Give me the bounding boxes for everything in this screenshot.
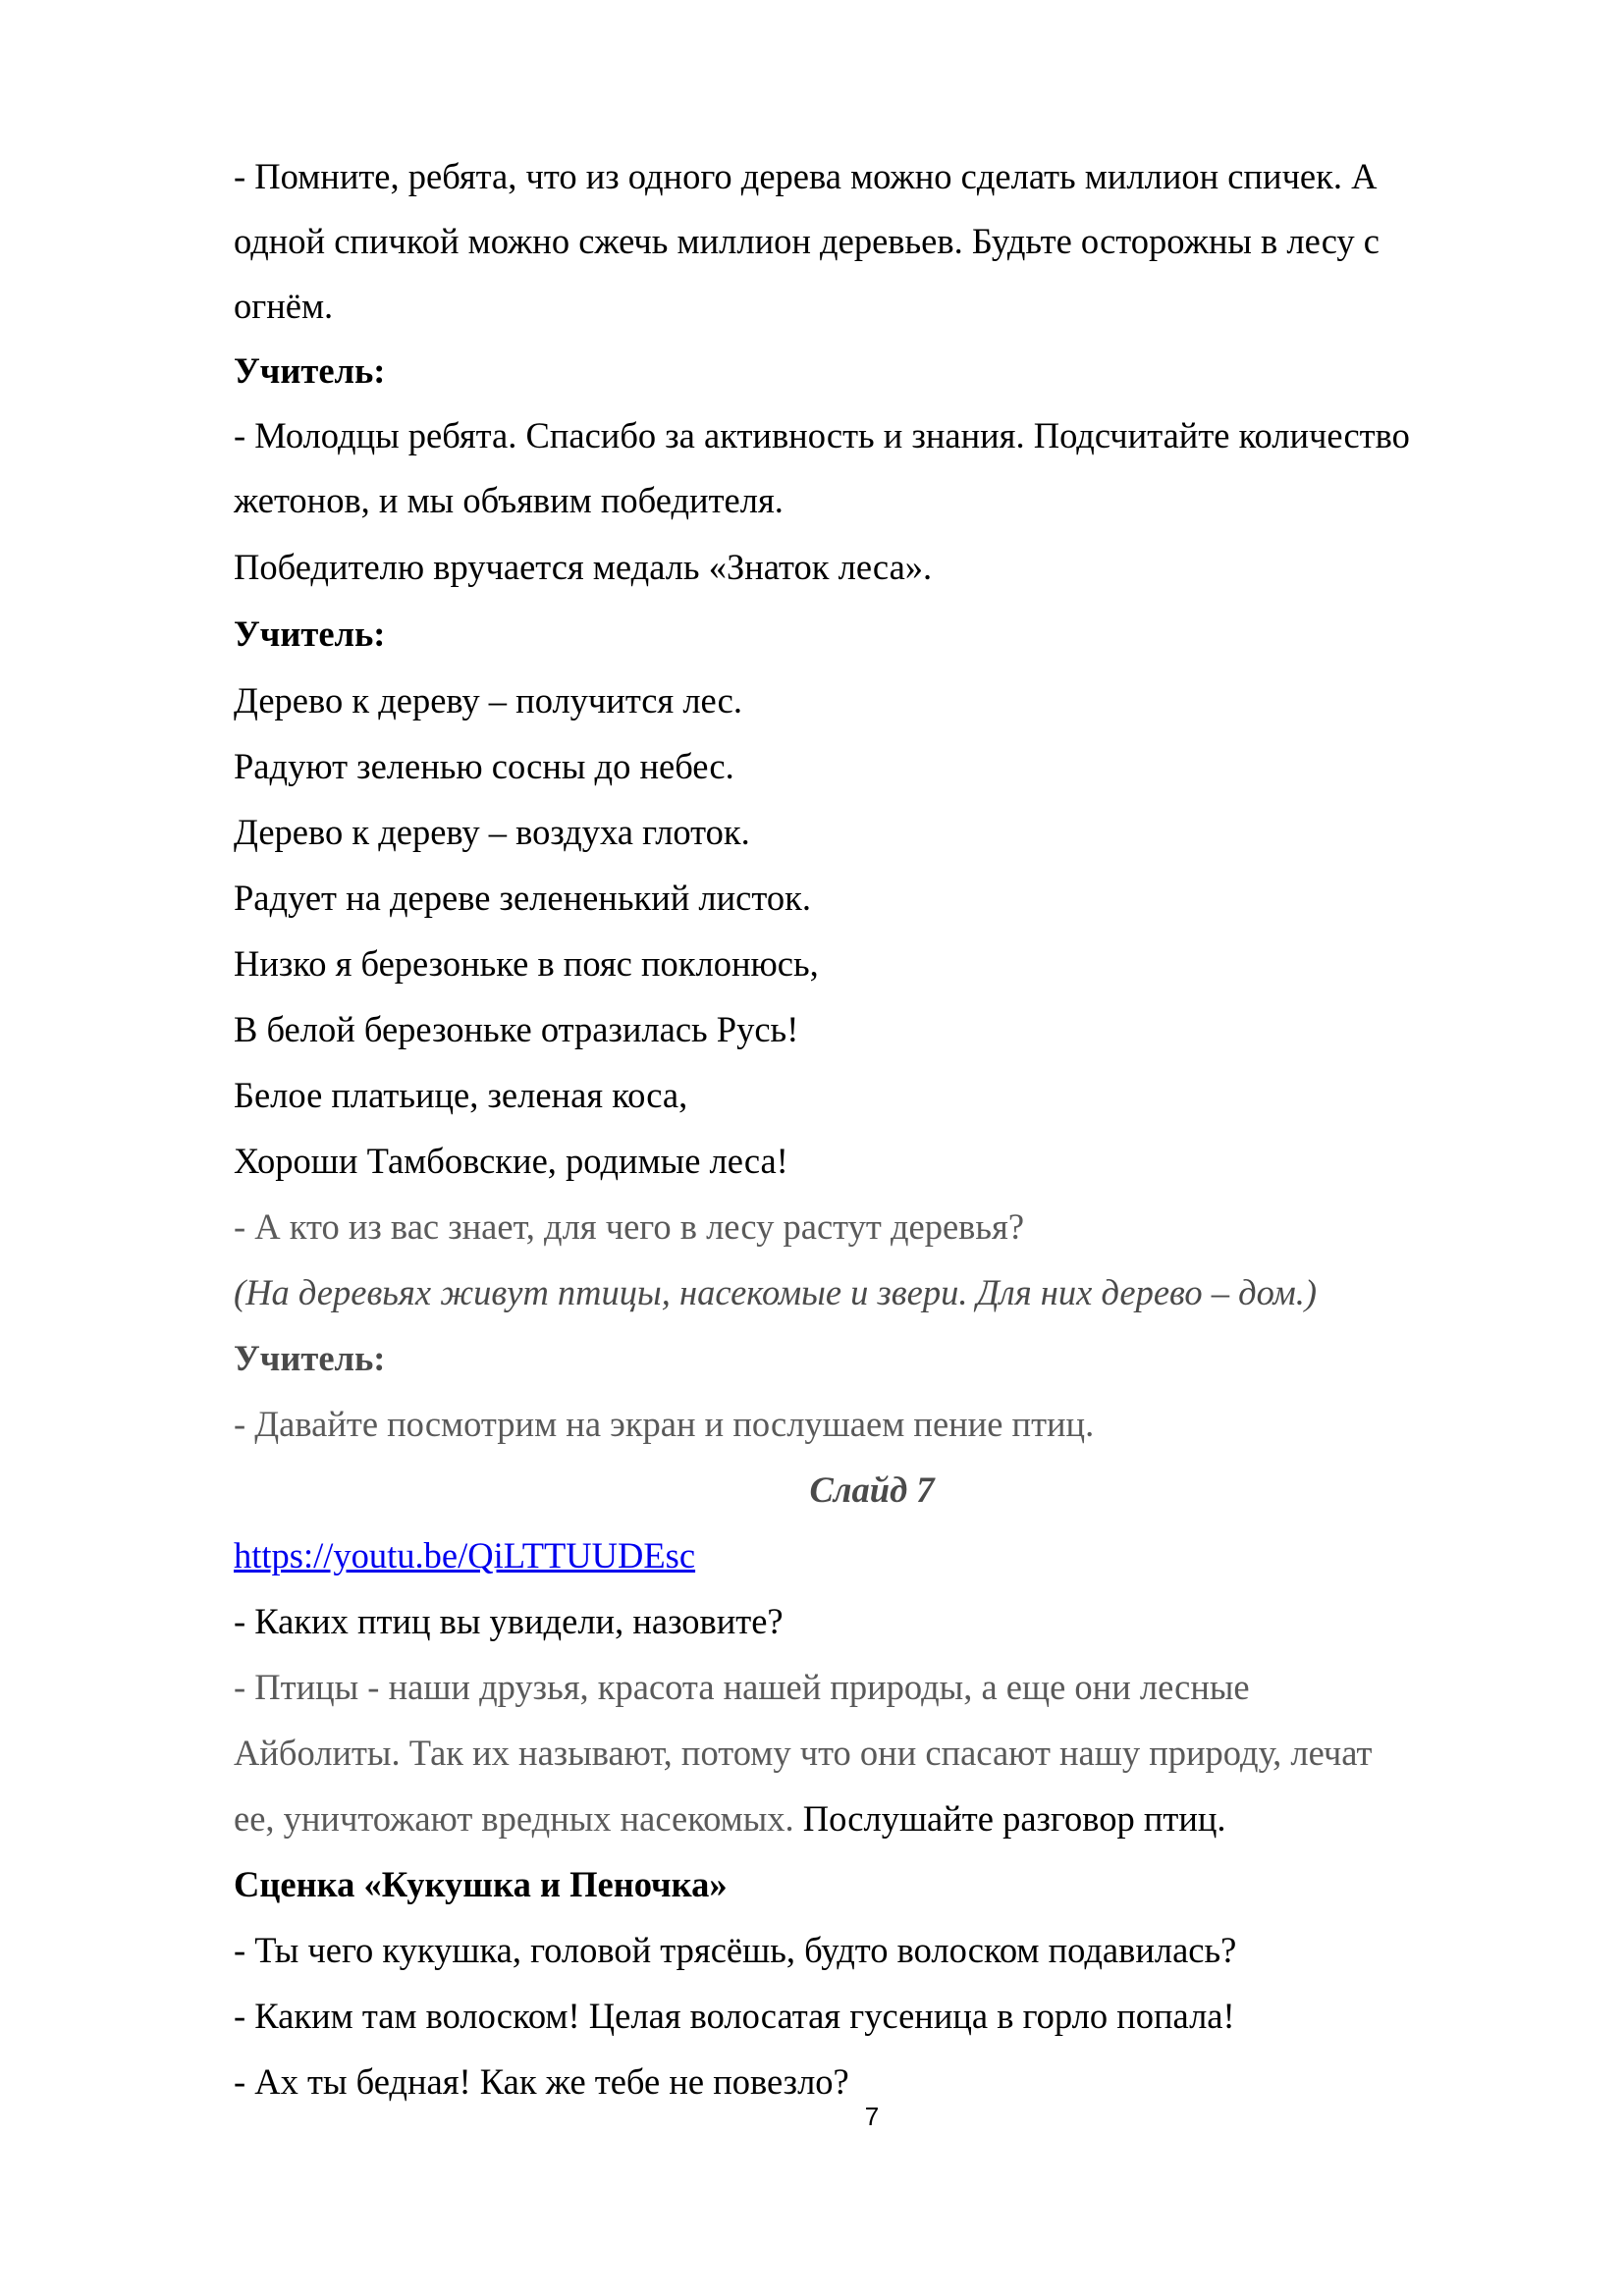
page-number: 7	[864, 2102, 880, 2131]
text-line	[234, 1797, 1226, 1841]
text-line: - Птицы - наши друзья, красота нашей природы, а еще они лесные	[234, 1667, 1250, 1707]
video-link[interactable]: https://youtu.be/QiLTTUUDEsc	[234, 1535, 696, 1575]
poem-line: Радует на дереве зелененький листок.	[234, 878, 811, 918]
poem-line: В белой березоньке отразилась Русь!	[234, 1009, 799, 1049]
text-line: жетонов, и мы объявим победителя.	[234, 480, 784, 520]
dialogue-line: - Каким там волоском! Целая волосатая гусеница в горло попала!	[234, 1996, 1235, 2036]
scene-title: Сценка «Кукушка и Пеночка»	[234, 1864, 728, 1904]
poem-line: Низко я березоньке в пояс поклонюсь,	[234, 943, 819, 984]
text-line: - Помните, ребята, что из одного дерева можно сделать миллион спичек. А	[234, 156, 1378, 196]
poem-line: Белое платьице, зеленая коса,	[234, 1075, 688, 1115]
text-line: Айболиты. Так их называют, потому что они спасают нашу природу, лечат	[234, 1733, 1373, 1773]
text-fragment: ее, уничтожают вредных насекомых.	[234, 1798, 803, 1839]
text-line: - Каких птиц вы увидели, назовите?	[234, 1601, 784, 1641]
text-line: одной спичкой можно сжечь миллион деревьев. Будьте осторожны в лесу с	[234, 221, 1380, 261]
speaker-label: Учитель:	[234, 1338, 386, 1378]
video-link-line	[234, 1534, 695, 1577]
slide-heading: Слайд 7	[809, 1469, 935, 1510]
poem-line: Дерево к дереву – получится лес.	[234, 680, 742, 721]
text-fragment: Послушайте разговор птиц.	[802, 1798, 1226, 1839]
speaker-label: Учитель:	[234, 614, 386, 654]
text-line: - Давайте посмотрим на экран и послушаем пение птиц.	[234, 1404, 1095, 1444]
dialogue-line: - Ах ты бедная! Как же тебе не повезло?	[234, 2061, 849, 2102]
poem-line: Хороши Тамбовские, родимые леса!	[234, 1141, 788, 1181]
text-line: - Молодцы ребята. Спасибо за активность и знания. Подсчитайте количество	[234, 415, 1410, 455]
text-line: Победителю вручается медаль «Знаток леса».	[234, 547, 933, 587]
poem-line: Радуют зеленью сосны до небес.	[234, 746, 734, 786]
question-line: - А кто из вас знает, для чего в лесу растут деревья?	[234, 1206, 1025, 1247]
document-page	[234, 0, 1510, 2296]
poem-line: Дерево к дереву – воздуха глоток.	[234, 812, 750, 852]
speaker-label: Учитель:	[234, 350, 386, 391]
text-line: огнём.	[234, 286, 334, 326]
dialogue-line: - Ты чего кукушка, головой трясёшь, будто волоском подавилась?	[234, 1930, 1237, 1970]
answer-line: (На деревьях живут птицы, насекомые и звери. Для них дерево – дом.)	[234, 1272, 1318, 1312]
